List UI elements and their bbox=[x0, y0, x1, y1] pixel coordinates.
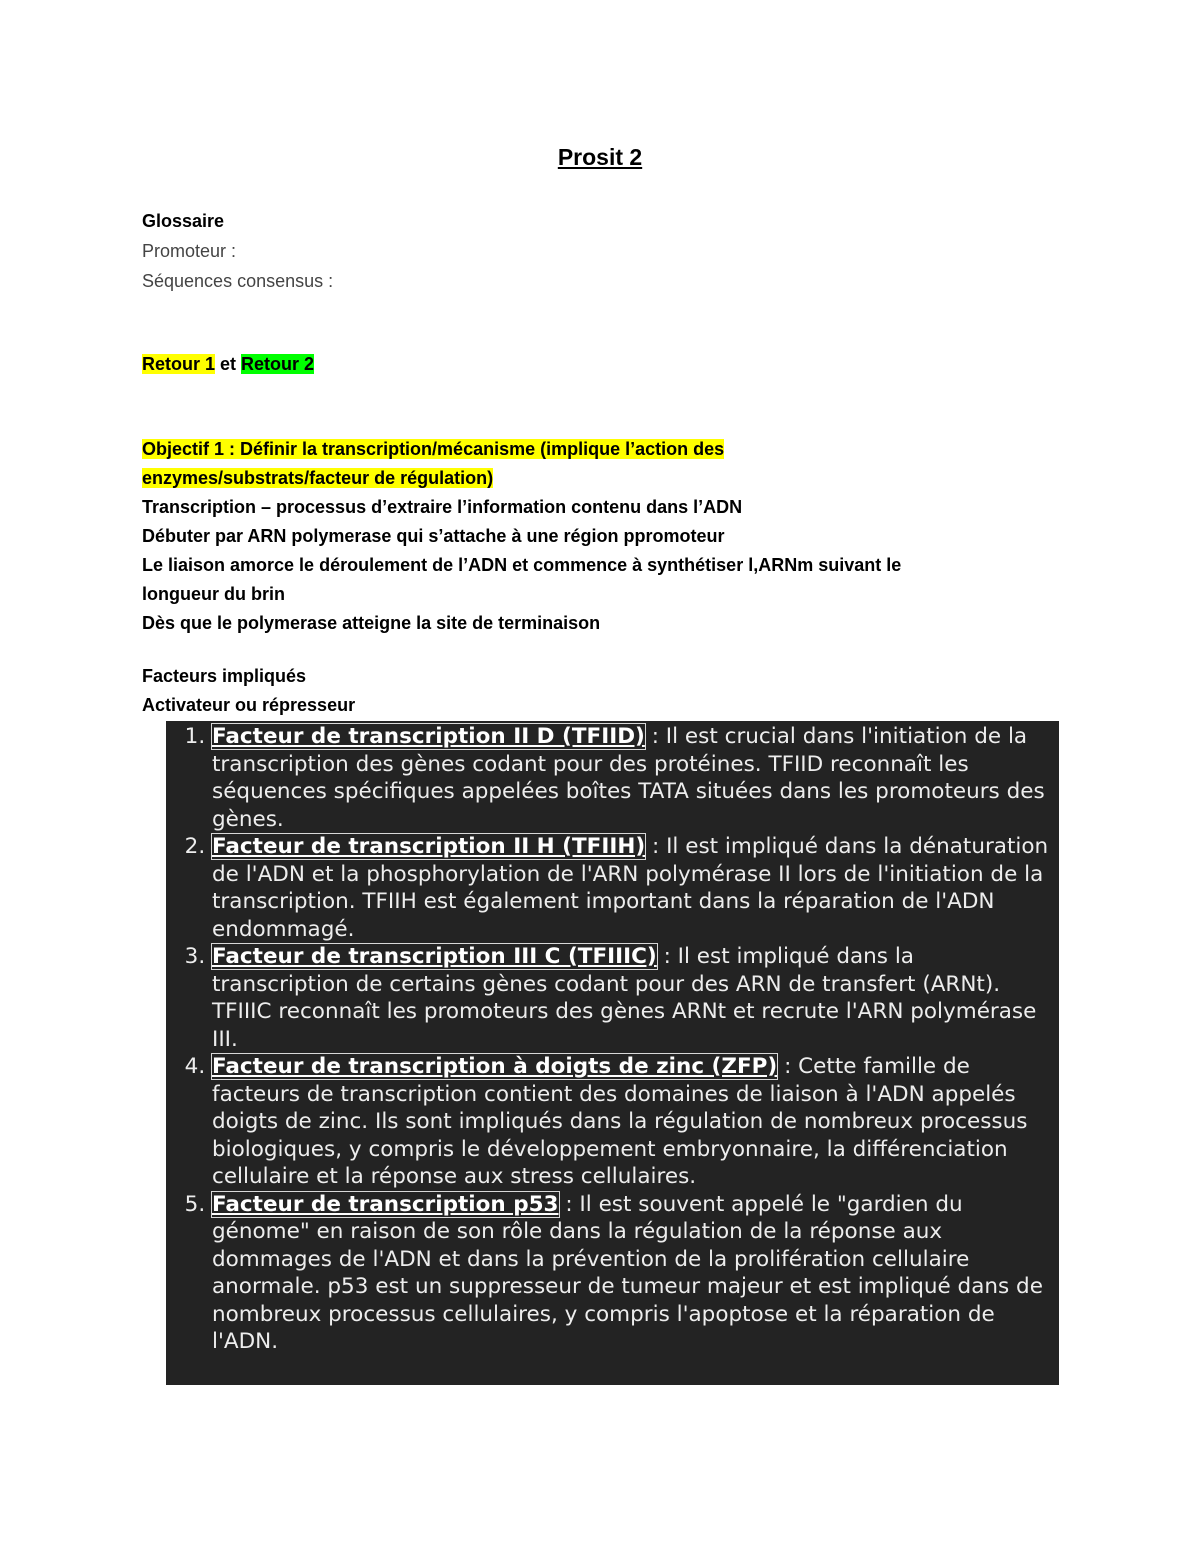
facteurs-subheading: Activateur ou répresseur bbox=[142, 695, 356, 715]
retour-line bbox=[142, 350, 1072, 379]
factor-term: Facteur de transcription II D (TFIID) bbox=[212, 724, 645, 749]
transcription-line-3: Le liaison amorce le déroulement de l’ADN et commence à synthétiser l,ARNm suivant le bbox=[142, 555, 902, 575]
factor-item bbox=[212, 1191, 1053, 1356]
facteurs-section bbox=[142, 662, 1072, 720]
facteurs-heading: Facteurs impliqués bbox=[142, 666, 307, 686]
factor-term: Facteur de transcription à doigts de zinc (ZFP) bbox=[212, 1054, 778, 1079]
factors-list-box bbox=[166, 721, 1059, 1385]
transcription-line-1: Transcription – processus d’extraire l’information contenu dans l’ADN bbox=[142, 497, 743, 517]
glossary-section bbox=[142, 207, 1072, 296]
factor-item bbox=[212, 723, 1053, 833]
factor-description: : Cette famille de facteurs de transcription contient des domaines de liaison à l'ADN appelés doigts de zinc. Ils sont impliqués dans la régulation de nombreux processus biologiques, y compris le développement embryonnaire, la différenciation cellulaire et la réponse aux stress cellulaires. bbox=[212, 1054, 1028, 1189]
glossary-item-sequences: Séquences consensus : bbox=[142, 271, 334, 291]
transcription-line-2: Débuter par ARN polymerase qui s’attache à une région ppromoteur bbox=[142, 526, 725, 546]
objectif-line-2: enzymes/substrats/facteur de régulation) bbox=[142, 468, 494, 488]
factor-description: : Il est impliqué dans la transcription de certains gènes codant pour des ARN de transfert (ARNt). TFIIIC reconnaît les promoteurs des gènes ARNt et recrute l'ARN polymérase III. bbox=[212, 944, 1037, 1052]
factor-description: : Il est impliqué dans la dénaturation de l'ADN et la phosphorylation de l'ARN polymérase II lors de l'initiation de la transcription. TFIIH est également important dans la réparation de l'ADN endommagé. bbox=[212, 834, 1049, 942]
factor-item bbox=[212, 943, 1053, 1053]
factor-description: : Il est souvent appelé le "gardien du génome" en raison de son rôle dans la régulation de la réponse aux dommages de l'ADN et dans la prévention de la prolifération cellulaire anormale. p53 est un suppresseur de tumeur majeur et est impliqué dans de nombreux processus cellulaires, y compris l'apoptose et la réparation de l'ADN. bbox=[212, 1191, 1043, 1354]
objectif-line-1: Objectif 1 : Définir la transcription/mécanisme (implique l’action des bbox=[142, 439, 725, 459]
factor-term: Facteur de transcription p53 bbox=[212, 1191, 559, 1217]
glossary-heading: Glossaire bbox=[142, 211, 225, 231]
factor-term: Facteur de transcription III C (TFIIIC) bbox=[212, 944, 657, 969]
objectif-section bbox=[142, 435, 1072, 638]
factor-term: Facteur de transcription II H (TFIIH) bbox=[212, 834, 646, 859]
glossary-item-promoteur: Promoteur : bbox=[142, 241, 237, 261]
factor-description: : Il est crucial dans l'initiation de la transcription des gènes codant pour des protéines. TFIID reconnaît les séquences spécifiques appelées boîtes TATA situées dans les promoteurs des gènes. bbox=[212, 724, 1045, 832]
factor-item bbox=[212, 833, 1053, 943]
factors-list bbox=[166, 723, 1053, 1356]
retour-2-highlight: Retour 2 bbox=[241, 354, 315, 374]
retour-1-highlight: Retour 1 bbox=[142, 354, 216, 374]
transcription-line-4: longueur du brin bbox=[142, 584, 285, 604]
transcription-line-5: Dès que le polymerase atteigne la site de terminaison bbox=[142, 613, 601, 633]
factor-item bbox=[212, 1053, 1053, 1191]
document-title: Prosit 2 bbox=[557, 144, 643, 170]
retour-conjunction: et bbox=[215, 354, 242, 374]
